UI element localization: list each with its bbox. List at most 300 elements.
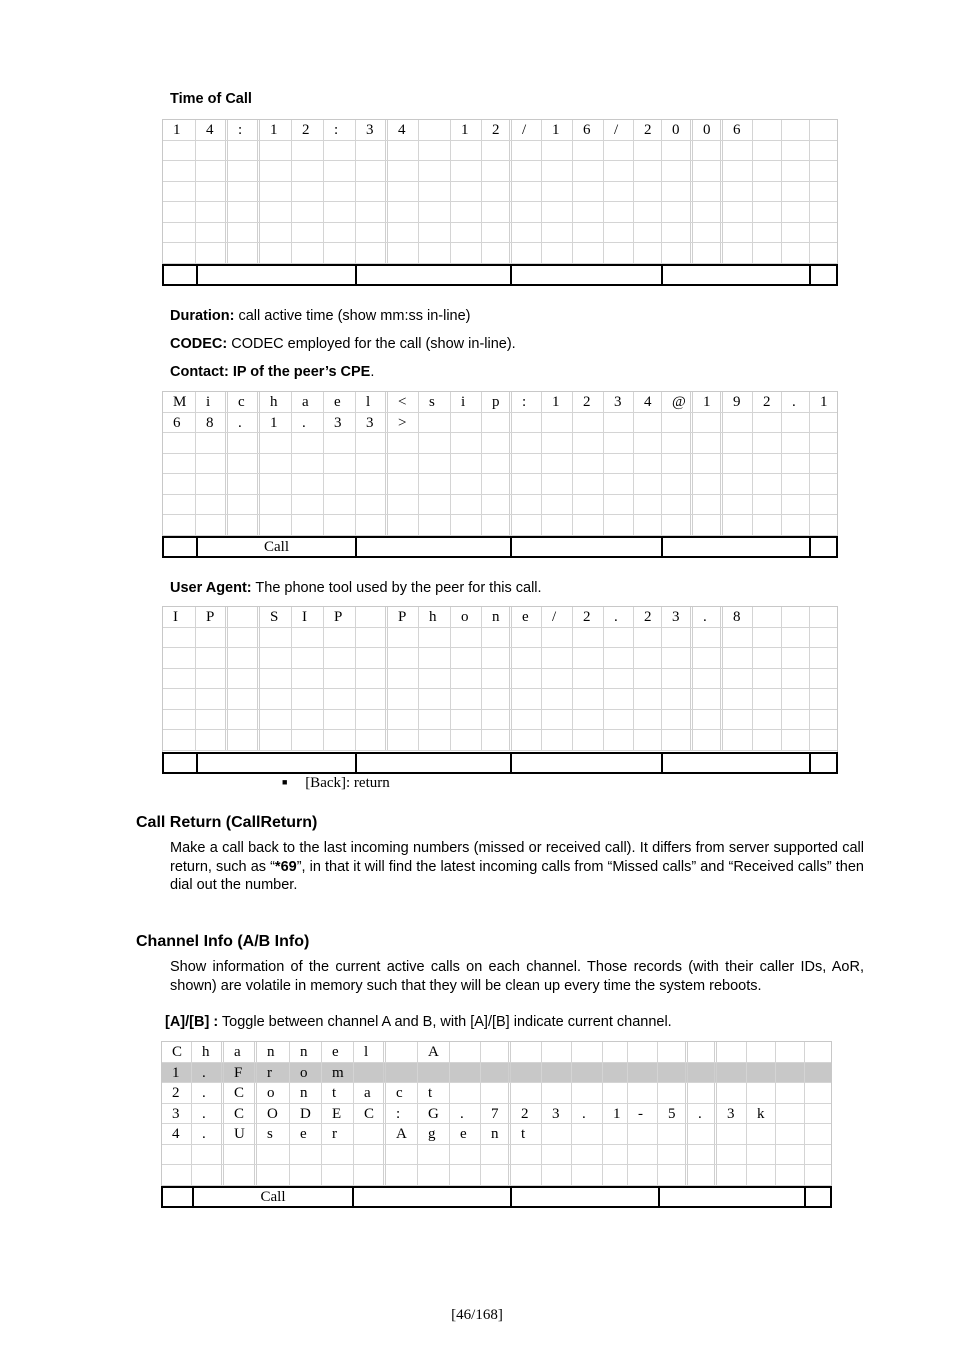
lcd-char-cell: 2 (482, 120, 512, 140)
lcd-char-cell: . (450, 1104, 481, 1124)
lcd-char-cell: . (782, 392, 810, 412)
lcd-char-cell (482, 413, 512, 433)
lcd-char-cell (196, 223, 228, 243)
lcd-char-cell (260, 495, 292, 515)
lcd-char-cell (356, 648, 388, 668)
lcd-char-cell (324, 223, 356, 243)
lcd-char-cell: 1 (603, 1104, 628, 1124)
lcd-char-cell (662, 689, 693, 709)
lcd-char-cell (782, 454, 810, 474)
lcd-char-cell (228, 202, 260, 222)
lcd-char-cell: P (196, 607, 228, 627)
lcd-char-cell (723, 515, 753, 535)
lcd-char-cell (723, 495, 753, 515)
lcd-char-cell (482, 141, 512, 161)
lcd-char-cell (356, 454, 388, 474)
lcd-char-cell (542, 515, 573, 535)
lcd-char-cell (354, 1124, 386, 1144)
lcd-char-cell (450, 1145, 481, 1165)
lcd-char-cell (573, 141, 604, 161)
lcd-char-cell (512, 433, 542, 453)
lcd-char-cell (572, 1042, 603, 1062)
lcd-char-cell (658, 1083, 688, 1103)
lcd-char-cell: e (290, 1124, 322, 1144)
lcd-char-cell (228, 182, 260, 202)
lcd-char-cell (542, 1063, 572, 1083)
lcd-char-cell (604, 628, 634, 648)
lcd-char-cell (723, 243, 753, 263)
lcd-char-cell (604, 689, 634, 709)
lcd-char-cell (512, 648, 542, 668)
lcd-char-cell (753, 433, 782, 453)
lcd-char-cell: . (693, 607, 723, 627)
lcd-char-cell (753, 182, 782, 202)
lcd-char-cell (418, 1165, 450, 1185)
lcd-char-cell (604, 223, 634, 243)
lcd-char-cell (723, 141, 753, 161)
lcd-char-cell (228, 689, 260, 709)
lcd-char-cell: e (324, 392, 356, 412)
lcd-char-cell: / (604, 120, 634, 140)
lcd-char-cell (512, 141, 542, 161)
lcd-char-cell (753, 161, 782, 181)
lcd-row (163, 648, 837, 669)
lcd-char-cell (805, 1083, 833, 1103)
lcd-char-cell (658, 1165, 688, 1185)
softkey-2 (198, 266, 357, 284)
lcd-char-cell (662, 628, 693, 648)
lcd-char-cell (482, 730, 512, 750)
lcd-char-cell (776, 1165, 805, 1185)
lcd-char-cell (782, 710, 810, 730)
softkey-6 (811, 754, 840, 772)
lcd-char-cell (753, 141, 782, 161)
lcd-char-cell: . (192, 1124, 224, 1144)
lcd-char-cell (717, 1124, 747, 1144)
lcd-char-cell (356, 730, 388, 750)
lcd-char-cell (481, 1165, 511, 1185)
lcd-char-cell (482, 628, 512, 648)
lcd-char-cell (717, 1083, 747, 1103)
lcd-char-cell (662, 515, 693, 535)
lcd-char-cell (542, 669, 573, 689)
lcd-char-cell: k (747, 1104, 776, 1124)
lcd-char-cell (634, 515, 662, 535)
lcd-char-cell (688, 1165, 717, 1185)
lcd-char-cell (482, 689, 512, 709)
lcd-char-cell (573, 515, 604, 535)
lcd-char-cell (450, 1042, 481, 1062)
lcd-char-cell (292, 648, 324, 668)
lcd-char-cell (542, 1145, 572, 1165)
lcd-char-cell (196, 648, 228, 668)
lcd-char-cell (324, 648, 356, 668)
lcd-char-cell: 1 (542, 392, 573, 412)
softkey-5 (663, 266, 811, 284)
lcd-char-cell (717, 1042, 747, 1062)
lcd-char-cell: @ (662, 392, 693, 412)
lcd-char-cell (228, 454, 260, 474)
lcd-char-cell: h (192, 1042, 224, 1062)
lcd-char-cell (810, 223, 839, 243)
softkey-3 (354, 1188, 512, 1206)
lcd-char-cell (662, 730, 693, 750)
lcd-char-cell (542, 628, 573, 648)
lcd-char-cell (542, 182, 573, 202)
lcd-row (162, 1124, 831, 1145)
softkey-2: Call (194, 1188, 354, 1206)
lcd-char-cell (542, 710, 573, 730)
lcd-char-cell (810, 648, 839, 668)
lcd-char-cell (511, 1165, 542, 1185)
lcd-char-cell: 4 (388, 120, 419, 140)
lcd-char-cell (634, 182, 662, 202)
lcd-char-cell: 1 (542, 120, 573, 140)
lcd-char-cell (810, 689, 839, 709)
lcd-char-cell: 3 (356, 413, 388, 433)
lcd-char-cell: S (260, 607, 292, 627)
lcd-row (163, 495, 837, 516)
lcd-char-cell (386, 1145, 418, 1165)
lcd-char-cell (662, 474, 693, 494)
lcd-char-cell (693, 710, 723, 730)
lcd-char-cell (322, 1165, 354, 1185)
lcd-char-cell: t (322, 1083, 354, 1103)
lcd-char-cell (260, 474, 292, 494)
lcd-char-cell (634, 433, 662, 453)
lcd-char-cell (388, 669, 419, 689)
lcd-char-cell (512, 710, 542, 730)
lcd-char-cell: p (482, 392, 512, 412)
lcd-char-cell (481, 1145, 511, 1165)
lcd-char-cell (228, 141, 260, 161)
lcd-char-cell (356, 161, 388, 181)
lcd-char-cell (356, 689, 388, 709)
lcd-char-cell (388, 141, 419, 161)
lcd-char-cell (196, 474, 228, 494)
lcd-char-cell (292, 223, 324, 243)
lcd-char-cell (662, 243, 693, 263)
lcd-char-cell (512, 413, 542, 433)
lcd-char-cell (511, 1083, 542, 1103)
softkey-6 (806, 1188, 834, 1206)
lcd-char-cell (482, 223, 512, 243)
lcd-char-cell (192, 1145, 224, 1165)
lcd-char-cell (163, 161, 196, 181)
lcd-char-cell (324, 202, 356, 222)
lcd-char-cell (512, 669, 542, 689)
lcd-char-cell (603, 1124, 628, 1144)
lcd-char-cell (163, 689, 196, 709)
lcd-char-cell (604, 710, 634, 730)
lcd-char-cell (451, 689, 482, 709)
lcd-char-cell (542, 161, 573, 181)
lcd-char-cell (603, 1145, 628, 1165)
lcd-char-cell: 2 (753, 392, 782, 412)
lcd-char-cell (747, 1042, 776, 1062)
lcd-screen-channel-info (161, 1041, 832, 1208)
lcd-char-cell (634, 141, 662, 161)
lcd-char-cell (604, 182, 634, 202)
lcd-char-cell (604, 202, 634, 222)
lcd-char-cell: 8 (196, 413, 228, 433)
lcd-char-cell (542, 223, 573, 243)
lcd-char-cell (810, 515, 839, 535)
lcd-char-cell (723, 730, 753, 750)
lcd-char-cell: G (418, 1104, 450, 1124)
lcd-char-cell (292, 454, 324, 474)
lcd-char-cell (163, 710, 196, 730)
lcd-char-cell (542, 474, 573, 494)
lcd-row (163, 474, 837, 495)
lcd-char-cell: c (386, 1083, 418, 1103)
lcd-char-cell: r (322, 1124, 354, 1144)
lcd-char-cell (419, 413, 451, 433)
lcd-char-cell: 2 (634, 120, 662, 140)
lcd-char-cell (573, 730, 604, 750)
lcd-char-cell (196, 243, 228, 263)
lcd-row (163, 689, 837, 710)
page-number: [46/168] (451, 1307, 503, 1323)
lcd-char-cell (628, 1083, 658, 1103)
lcd-char-cell (163, 474, 196, 494)
lcd-char-cell (292, 689, 324, 709)
lcd-char-cell (662, 202, 693, 222)
lcd-char-cell (572, 1063, 603, 1083)
lcd-char-cell: M (163, 392, 196, 412)
lcd-char-cell (662, 710, 693, 730)
lcd-char-cell (542, 1083, 572, 1103)
lcd-char-cell (662, 161, 693, 181)
lcd-char-cell (693, 495, 723, 515)
toggle-line: [A]/[B] : Toggle between channel A and B, with [A]/[B] indicate current channel. (165, 1014, 672, 1030)
lcd-char-cell (810, 628, 839, 648)
softkey-3 (357, 538, 512, 556)
lcd-char-cell (723, 161, 753, 181)
lcd-char-cell (634, 669, 662, 689)
lcd-char-cell (388, 454, 419, 474)
lcd-char-cell (628, 1145, 658, 1165)
softkey-2: Call (198, 538, 357, 556)
lcd-char-cell (196, 454, 228, 474)
lcd-char-cell (542, 689, 573, 709)
lcd-char-cell (163, 730, 196, 750)
lcd-char-cell (419, 433, 451, 453)
lcd-char-cell (693, 689, 723, 709)
lcd-char-cell (260, 515, 292, 535)
lcd-char-cell (451, 413, 482, 433)
lcd-char-cell: 3 (542, 1104, 572, 1124)
lcd-char-cell: h (260, 392, 292, 412)
lcd-char-cell (388, 730, 419, 750)
lcd-char-cell (163, 243, 196, 263)
lcd-char-cell (451, 474, 482, 494)
channel-info-paragraph: Show information of the current active calls on each channel. Those records (with their caller IDs, AoR, shown) are volatile in memory such that they will be clean up every time the system reboots. (170, 959, 864, 994)
softkey-2 (198, 754, 357, 772)
lcd-char-cell (782, 495, 810, 515)
lcd-char-cell (419, 648, 451, 668)
lcd-char-cell: 6 (163, 413, 196, 433)
lcd-row (163, 730, 837, 751)
lcd-char-cell (386, 1042, 418, 1062)
lcd-char-cell: U (224, 1124, 257, 1144)
lcd-char-cell (419, 689, 451, 709)
lcd-char-cell (542, 1165, 572, 1185)
lcd-char-cell: . (192, 1063, 224, 1083)
softkey-bar (162, 752, 838, 774)
lcd-char-cell (419, 730, 451, 750)
lcd-char-cell (753, 413, 782, 433)
softkey-6 (811, 266, 840, 284)
lcd-char-cell (753, 202, 782, 222)
lcd-char-cell (324, 182, 356, 202)
lcd-char-cell (419, 223, 451, 243)
lcd-row (163, 413, 837, 434)
lcd-char-cell (290, 1165, 322, 1185)
lcd-char-cell: o (257, 1083, 290, 1103)
lcd-char-cell (776, 1124, 805, 1144)
lcd-char-cell (322, 1145, 354, 1165)
lcd-char-cell (634, 495, 662, 515)
lcd-char-cell (810, 669, 839, 689)
lcd-char-cell (481, 1083, 511, 1103)
lcd-char-cell (662, 495, 693, 515)
lcd-char-cell: 0 (693, 120, 723, 140)
lcd-char-cell (693, 628, 723, 648)
softkey-4 (512, 754, 663, 772)
lcd-char-cell (573, 689, 604, 709)
lcd-char-cell (604, 515, 634, 535)
lcd-char-cell: l (356, 392, 388, 412)
lcd-char-cell (324, 730, 356, 750)
lcd-char-cell (482, 648, 512, 668)
lcd-char-cell (196, 515, 228, 535)
lcd-char-cell (228, 223, 260, 243)
lcd-char-cell (260, 710, 292, 730)
lcd-char-cell (572, 1145, 603, 1165)
lcd-char-cell (451, 182, 482, 202)
lcd-char-cell (753, 710, 782, 730)
lcd-char-cell: > (388, 413, 419, 433)
lcd-char-cell (688, 1145, 717, 1165)
lcd-char-cell (747, 1145, 776, 1165)
lcd-char-cell (747, 1124, 776, 1144)
lcd-char-cell (512, 202, 542, 222)
lcd-row (163, 161, 837, 182)
lcd-char-cell (324, 243, 356, 263)
lcd-char-cell (324, 515, 356, 535)
lcd-char-cell (324, 669, 356, 689)
lcd-char-cell (356, 223, 388, 243)
lcd-char-cell (753, 474, 782, 494)
lcd-row (163, 628, 837, 649)
lcd-char-cell (356, 495, 388, 515)
lcd-char-cell (573, 182, 604, 202)
lcd-char-cell (292, 515, 324, 535)
lcd-char-cell (542, 1124, 572, 1144)
lcd-char-cell (228, 710, 260, 730)
lcd-char-cell (292, 433, 324, 453)
lcd-char-cell (782, 243, 810, 263)
lcd-char-cell (542, 243, 573, 263)
lcd-char-cell (512, 495, 542, 515)
lcd-char-cell (163, 648, 196, 668)
lcd-char-cell (354, 1063, 386, 1083)
lcd-char-cell (810, 433, 839, 453)
lcd-char-cell (723, 710, 753, 730)
lcd-row (162, 1165, 831, 1186)
lcd-char-cell (782, 161, 810, 181)
lcd-char-cell: 3 (662, 607, 693, 627)
lcd-char-cell (542, 202, 573, 222)
call-return-heading: Call Return (CallReturn) (136, 814, 318, 831)
lcd-char-cell (634, 689, 662, 709)
lcd-char-cell (196, 433, 228, 453)
lcd-char-cell (481, 1042, 511, 1062)
contact-line: Contact: IP of the peer’s CPE. (170, 364, 375, 380)
lcd-char-cell: 1 (693, 392, 723, 412)
lcd-char-cell (196, 202, 228, 222)
lcd-char-cell (604, 413, 634, 433)
softkey-3 (357, 754, 512, 772)
lcd-char-cell (196, 182, 228, 202)
lcd-char-cell (805, 1063, 833, 1083)
lcd-char-cell (542, 730, 573, 750)
lcd-char-cell: t (418, 1083, 450, 1103)
lcd-char-cell (634, 161, 662, 181)
lcd-char-cell (228, 161, 260, 181)
lcd-char-cell (292, 474, 324, 494)
lcd-char-cell (693, 243, 723, 263)
lcd-row (163, 515, 837, 536)
lcd-char-cell (512, 628, 542, 648)
lcd-row (163, 669, 837, 690)
lcd-char-cell (228, 433, 260, 453)
lcd-char-cell (542, 141, 573, 161)
lcd-char-cell (163, 515, 196, 535)
lcd-char-cell (512, 243, 542, 263)
lcd-char-cell (662, 141, 693, 161)
lcd-char-cell: I (163, 607, 196, 627)
lcd-char-cell (810, 202, 839, 222)
lcd-char-cell (776, 1083, 805, 1103)
lcd-char-cell (419, 495, 451, 515)
lcd-char-cell (604, 454, 634, 474)
lcd-char-cell (723, 669, 753, 689)
lcd-char-cell (257, 1145, 290, 1165)
lcd-row (163, 454, 837, 475)
lcd-char-cell (450, 1063, 481, 1083)
lcd-char-cell (324, 474, 356, 494)
lcd-char-cell: . (228, 413, 260, 433)
lcd-char-cell (260, 202, 292, 222)
lcd-char-cell (354, 1165, 386, 1185)
lcd-char-cell (723, 182, 753, 202)
lcd-char-cell: 1 (260, 413, 292, 433)
lcd-row (163, 243, 837, 264)
lcd-char-cell (324, 454, 356, 474)
lcd-char-cell (224, 1145, 257, 1165)
lcd-char-cell: : (512, 392, 542, 412)
lcd-char-cell (747, 1063, 776, 1083)
lcd-char-cell: e (322, 1042, 354, 1062)
lcd-char-cell (782, 474, 810, 494)
lcd-row (162, 1083, 831, 1104)
lcd-char-cell (228, 243, 260, 263)
lcd-char-cell (753, 120, 782, 140)
lcd-char-cell: 4 (196, 120, 228, 140)
lcd-char-cell: . (292, 413, 324, 433)
